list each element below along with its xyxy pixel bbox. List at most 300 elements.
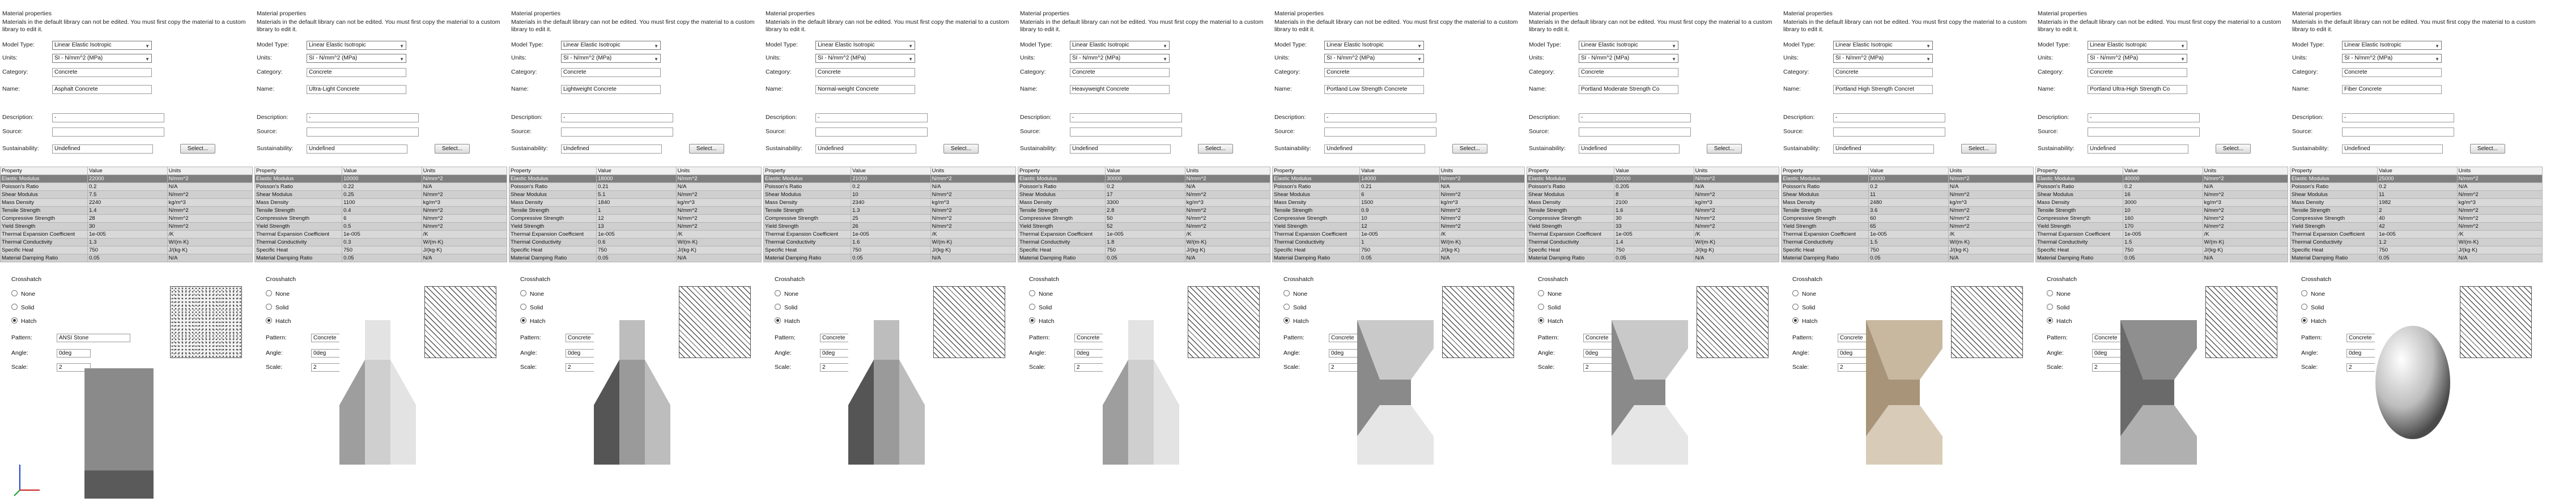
- scale-field[interactable]: 2: [1329, 363, 1363, 372]
- table-row[interactable]: [255, 254, 507, 262]
- model-type-select[interactable]: [307, 41, 406, 50]
- table-row[interactable]: [1782, 175, 2034, 183]
- table-row[interactable]: [1, 239, 253, 246]
- model-type-select-value: Linear Elastic Isotropic: [309, 42, 366, 48]
- table-row[interactable]: [509, 246, 762, 254]
- panel-title: Material properties: [257, 10, 306, 17]
- angle-field[interactable]: 0deg: [820, 349, 854, 358]
- table-row[interactable]: [2290, 207, 2543, 215]
- table-cell: 1.4: [1614, 239, 1694, 246]
- source-field[interactable]: [1833, 127, 1945, 137]
- crosshatch-none-radio[interactable]: [1538, 290, 1562, 297]
- crosshatch-none-radio[interactable]: [520, 290, 544, 297]
- model-type-select[interactable]: [1579, 41, 1678, 50]
- angle-field[interactable]: 0deg: [311, 349, 345, 358]
- crosshatch-solid-radio[interactable]: [266, 304, 288, 311]
- select-sustainability-button[interactable]: Select...: [1198, 144, 1233, 154]
- table-row[interactable]: [1018, 215, 1270, 223]
- select-sustainability-button[interactable]: Select...: [435, 144, 470, 154]
- source-field[interactable]: [2088, 127, 2200, 137]
- table-row[interactable]: [1273, 183, 1525, 191]
- material-preview: [1103, 320, 1179, 465]
- category-field[interactable]: [1070, 68, 1170, 77]
- name-field[interactable]: [561, 85, 661, 94]
- readonly-note: Materials in the default library can not be edited. You must first copy the material to a custom library to edit it.: [1529, 19, 1772, 33]
- units-select[interactable]: [815, 54, 915, 63]
- material-panel: [1781, 0, 2035, 502]
- table-row[interactable]: [1018, 239, 1270, 246]
- table-row[interactable]: [2290, 199, 2543, 207]
- angle-field[interactable]: 0deg: [1329, 349, 1363, 358]
- select-sustainability-button[interactable]: Select...: [1961, 144, 1996, 154]
- description-field[interactable]: [561, 113, 673, 122]
- table-row[interactable]: [509, 199, 762, 207]
- category-field[interactable]: [2342, 68, 2442, 77]
- units-select-label: Units:: [1020, 54, 1035, 61]
- source-field[interactable]: [2342, 127, 2454, 137]
- crosshatch-solid-radio[interactable]: [2301, 304, 2324, 311]
- sustainability-field[interactable]: [815, 144, 916, 154]
- crosshatch-solid-radio[interactable]: [11, 304, 34, 311]
- table-row[interactable]: [764, 215, 1016, 223]
- radio-dot-icon: [2301, 290, 2307, 296]
- units-select[interactable]: [52, 54, 152, 63]
- crosshatch-none-radio[interactable]: [775, 290, 798, 297]
- name-field[interactable]: [2342, 85, 2442, 94]
- table-row[interactable]: [764, 207, 1016, 215]
- angle-field[interactable]: 0deg: [1583, 349, 1617, 358]
- crosshatch-hatch-radio[interactable]: [1538, 317, 1563, 325]
- table-row[interactable]: [1782, 199, 2034, 207]
- pattern-select[interactable]: Concrete: [1074, 334, 1148, 342]
- radio-label: Hatch: [1293, 318, 1309, 325]
- model-type-select[interactable]: [52, 41, 152, 50]
- category-field-label: Category:: [1529, 69, 1555, 75]
- name-field[interactable]: [307, 85, 406, 94]
- table-row[interactable]: [255, 191, 507, 199]
- table-row[interactable]: [764, 175, 1016, 183]
- description-field[interactable]: [52, 113, 164, 122]
- sustainability-field[interactable]: [561, 144, 662, 154]
- source-field[interactable]: [1070, 127, 1182, 137]
- units-select[interactable]: [561, 54, 661, 63]
- category-field[interactable]: [815, 68, 915, 77]
- table-row[interactable]: [1527, 183, 1779, 191]
- table-row[interactable]: [1273, 215, 1525, 223]
- sustainability-field[interactable]: [1070, 144, 1171, 154]
- table-row[interactable]: [1782, 231, 2034, 239]
- category-field[interactable]: [307, 68, 406, 77]
- crosshatch-hatch-radio[interactable]: [1029, 317, 1054, 325]
- crosshatch-solid-radio[interactable]: [1029, 304, 1052, 311]
- table-cell: Material Damping Ratio: [2290, 254, 2378, 262]
- scale-field[interactable]: 2: [1583, 363, 1617, 372]
- sustainability-field[interactable]: [1579, 144, 1680, 154]
- pattern-select[interactable]: Concrete: [566, 334, 639, 342]
- table-row[interactable]: [1, 199, 253, 207]
- table-row[interactable]: [764, 199, 1016, 207]
- units-select-label: Units:: [1783, 54, 1799, 61]
- table-row[interactable]: [1273, 231, 1525, 239]
- table-row[interactable]: [255, 215, 507, 223]
- table-row[interactable]: [509, 215, 762, 223]
- table-row[interactable]: [764, 246, 1016, 254]
- table-row[interactable]: [509, 207, 762, 215]
- table-row[interactable]: [764, 191, 1016, 199]
- table-row[interactable]: [1782, 223, 2034, 231]
- name-field[interactable]: [52, 85, 152, 94]
- table-row[interactable]: [764, 231, 1016, 239]
- table-row[interactable]: [2036, 223, 2288, 231]
- table-row[interactable]: [2290, 223, 2543, 231]
- table-row[interactable]: [1, 254, 253, 262]
- table-row[interactable]: [1273, 246, 1525, 254]
- pattern-select[interactable]: Concrete: [1838, 334, 1911, 342]
- table-row[interactable]: [1782, 239, 2034, 246]
- units-select-label: Units:: [2292, 54, 2307, 61]
- table-row[interactable]: [1527, 215, 1779, 223]
- table-row[interactable]: [1, 223, 253, 231]
- scale-field[interactable]: 2: [820, 363, 854, 372]
- table-row[interactable]: [1527, 175, 1779, 183]
- select-sustainability-button[interactable]: Select...: [1707, 144, 1742, 154]
- table-row[interactable]: [1018, 231, 1270, 239]
- table-row[interactable]: [1, 175, 253, 183]
- table-row[interactable]: [255, 246, 507, 254]
- crosshatch-none-radio[interactable]: [1029, 290, 1053, 297]
- units-select[interactable]: [307, 54, 406, 63]
- sustainability-field[interactable]: [307, 144, 407, 154]
- material-preview: [848, 320, 925, 465]
- table-row[interactable]: [1782, 207, 2034, 215]
- table-row[interactable]: [1527, 223, 1779, 231]
- sustainability-field[interactable]: [2088, 144, 2188, 154]
- crosshatch-hatch-radio[interactable]: [11, 317, 36, 325]
- material-preview: [57, 368, 181, 499]
- table-row[interactable]: [1527, 239, 1779, 246]
- table-row[interactable]: [2290, 254, 2543, 262]
- table-row[interactable]: [1018, 246, 1270, 254]
- table-row[interactable]: [1273, 191, 1525, 199]
- table-row[interactable]: [2036, 175, 2288, 183]
- table-row[interactable]: [2036, 246, 2288, 254]
- crosshatch-title: Crosshatch: [266, 276, 296, 283]
- table-row[interactable]: [1, 246, 253, 254]
- crosshatch-hatch-radio[interactable]: [520, 317, 545, 325]
- table-row[interactable]: [2290, 239, 2543, 246]
- table-row[interactable]: [2036, 183, 2288, 191]
- crosshatch-none-radio[interactable]: [266, 290, 290, 297]
- table-row[interactable]: [1273, 254, 1525, 262]
- sustainability-field-label: Sustainability:: [257, 145, 294, 152]
- model-type-select[interactable]: [815, 41, 915, 50]
- table-row[interactable]: [2290, 175, 2543, 183]
- table-row[interactable]: [2036, 207, 2288, 215]
- description-field-value: -: [1835, 114, 1838, 121]
- source-field[interactable]: [1324, 127, 1436, 137]
- radio-dot-icon: [266, 290, 272, 296]
- source-field[interactable]: [52, 127, 164, 137]
- table-row[interactable]: [1527, 199, 1779, 207]
- description-field[interactable]: [2088, 113, 2200, 122]
- description-field-label: Description:: [511, 114, 543, 121]
- table-row[interactable]: [1, 207, 253, 215]
- table-row[interactable]: [1018, 207, 1270, 215]
- crosshatch-none-radio[interactable]: [1283, 290, 1307, 297]
- crosshatch-hatch-radio[interactable]: [775, 317, 800, 325]
- table-row[interactable]: [2290, 246, 2543, 254]
- table-cell: 160: [2123, 215, 2203, 223]
- table-row[interactable]: [509, 183, 762, 191]
- description-field[interactable]: [1324, 113, 1436, 122]
- crosshatch-hatch-radio[interactable]: [1792, 317, 1817, 325]
- table-row[interactable]: [2290, 231, 2543, 239]
- table-row[interactable]: [255, 239, 507, 246]
- crosshatch-hatch-radio[interactable]: [2047, 317, 2072, 325]
- table-row[interactable]: [2036, 239, 2288, 246]
- table-row[interactable]: [255, 199, 507, 207]
- description-field[interactable]: [1070, 113, 1182, 122]
- angle-field[interactable]: 0deg: [57, 349, 91, 358]
- table-cell: Poisson's Ratio: [1, 183, 88, 191]
- source-field[interactable]: [1579, 127, 1691, 137]
- scale-field[interactable]: 2: [1838, 363, 1872, 372]
- table-cell: N/A: [1185, 254, 1270, 262]
- model-type-select[interactable]: [1324, 41, 1424, 50]
- table-header: Value: [2378, 167, 2458, 175]
- table-row[interactable]: [1018, 183, 1270, 191]
- table-row[interactable]: [764, 254, 1016, 262]
- table-row[interactable]: [509, 223, 762, 231]
- table-row[interactable]: [2036, 231, 2288, 239]
- table-cell: Specific Heat: [2036, 246, 2123, 254]
- table-row[interactable]: [1782, 254, 2034, 262]
- name-field[interactable]: [815, 85, 915, 94]
- table-row[interactable]: [255, 223, 507, 231]
- table-row[interactable]: [1, 215, 253, 223]
- table-cell: 750: [1614, 246, 1694, 254]
- crosshatch-solid-radio[interactable]: [1538, 304, 1561, 311]
- name-field[interactable]: [1833, 85, 1933, 94]
- select-sustainability-button[interactable]: Select...: [1452, 144, 1487, 154]
- scale-field[interactable]: 2: [1074, 363, 1108, 372]
- units-select[interactable]: [2342, 54, 2442, 63]
- table-cell: 2480: [1869, 199, 1949, 207]
- radio-dot-icon: [1792, 304, 1799, 310]
- pattern-select[interactable]: Concrete: [311, 334, 385, 342]
- select-sustainability-button[interactable]: Select...: [2216, 144, 2251, 154]
- source-field[interactable]: [561, 127, 673, 137]
- table-row[interactable]: [1527, 254, 1779, 262]
- crosshatch-title: Crosshatch: [1283, 276, 1314, 283]
- table-row[interactable]: [255, 175, 507, 183]
- table-row[interactable]: [2036, 254, 2288, 262]
- units-select[interactable]: [1579, 54, 1678, 63]
- table-row[interactable]: [2036, 199, 2288, 207]
- table-row[interactable]: [1273, 199, 1525, 207]
- crosshatch-hatch-radio[interactable]: [1283, 317, 1308, 325]
- table-row[interactable]: [255, 207, 507, 215]
- table-row[interactable]: [1018, 254, 1270, 262]
- table-row[interactable]: [509, 231, 762, 239]
- table-cell: 2.8: [1106, 207, 1185, 215]
- angle-field[interactable]: 0deg: [1074, 349, 1108, 358]
- table-row[interactable]: [1527, 231, 1779, 239]
- table-cell: N/A: [930, 254, 1015, 262]
- category-field[interactable]: [561, 68, 661, 77]
- pattern-select[interactable]: Concrete: [1583, 334, 1657, 342]
- units-select[interactable]: [1070, 54, 1170, 63]
- scale-field[interactable]: 2: [566, 363, 600, 372]
- scale-field[interactable]: 2: [57, 363, 91, 372]
- table-row[interactable]: [1273, 175, 1525, 183]
- model-type-select[interactable]: [2088, 41, 2187, 50]
- table-row[interactable]: [1018, 199, 1270, 207]
- properties-table: [1272, 167, 1525, 262]
- hatch-swatch: [679, 286, 751, 358]
- description-field[interactable]: [1579, 113, 1691, 122]
- category-field[interactable]: [2088, 68, 2187, 77]
- table-cell: Compressive Strength: [1782, 215, 1869, 223]
- table-cell: N/mm^2: [2203, 191, 2288, 199]
- crosshatch-none-radio[interactable]: [2301, 290, 2325, 297]
- table-cell: Yield Strength: [255, 223, 342, 231]
- units-select[interactable]: [2088, 54, 2187, 63]
- table-row[interactable]: [1782, 215, 2034, 223]
- crosshatch-none-radio[interactable]: [1792, 290, 1816, 297]
- table-cell: 12: [1360, 223, 1440, 231]
- pattern-select[interactable]: Concrete: [820, 334, 894, 342]
- crosshatch-solid-radio[interactable]: [775, 304, 797, 311]
- radio-label: Hatch: [1039, 318, 1055, 325]
- sustainability-field[interactable]: [1833, 144, 1934, 154]
- table-row[interactable]: [1782, 183, 2034, 191]
- crosshatch-none-radio[interactable]: [11, 290, 35, 297]
- table-row[interactable]: [1018, 191, 1270, 199]
- crosshatch-solid-radio[interactable]: [2047, 304, 2069, 311]
- crosshatch-solid-radio[interactable]: [520, 304, 543, 311]
- table-row[interactable]: [1, 183, 253, 191]
- table-cell: Thermal Expansion Coefficient: [764, 231, 851, 239]
- table-cell: 0.9: [1360, 207, 1440, 215]
- pattern-select[interactable]: Concrete: [2347, 334, 2420, 342]
- source-field[interactable]: [815, 127, 928, 137]
- table-row[interactable]: [1018, 223, 1270, 231]
- table-row[interactable]: [509, 191, 762, 199]
- table-cell: /K: [1694, 231, 1779, 239]
- table-row[interactable]: [2290, 183, 2543, 191]
- table-row[interactable]: [1527, 207, 1779, 215]
- table-row[interactable]: [509, 239, 762, 246]
- pattern-select[interactable]: ANSI Stone: [57, 334, 130, 342]
- description-field[interactable]: [815, 113, 928, 122]
- table-row[interactable]: [1273, 207, 1525, 215]
- name-field[interactable]: [2088, 85, 2187, 94]
- select-sustainability-button[interactable]: Select...: [943, 144, 979, 154]
- model-type-select[interactable]: [2342, 41, 2442, 50]
- model-type-select[interactable]: [561, 41, 661, 50]
- pattern-label: Pattern:: [775, 334, 796, 341]
- name-field-value: Lightweight Concrete: [563, 86, 617, 92]
- table-row[interactable]: [1527, 191, 1779, 199]
- table-row[interactable]: [255, 183, 507, 191]
- table-row[interactable]: [1782, 191, 2034, 199]
- name-field-value: Portland Moderate Strength Co: [1581, 86, 1660, 92]
- table-row[interactable]: [1, 231, 253, 239]
- crosshatch-hatch-radio[interactable]: [2301, 317, 2326, 325]
- description-field[interactable]: [307, 113, 419, 122]
- pattern-select[interactable]: Concrete: [1329, 334, 1402, 342]
- crosshatch-solid-radio[interactable]: [1283, 304, 1306, 311]
- angle-field[interactable]: 0deg: [566, 349, 600, 358]
- scale-field[interactable]: 2: [311, 363, 345, 372]
- table-row[interactable]: [2290, 191, 2543, 199]
- table-row[interactable]: [764, 183, 1016, 191]
- crosshatch-none-radio[interactable]: [2047, 290, 2071, 297]
- model-type-select[interactable]: [1833, 41, 1933, 50]
- name-field[interactable]: [1324, 85, 1424, 94]
- table-row[interactable]: [1273, 223, 1525, 231]
- table-cell: N/A: [1948, 183, 2033, 191]
- angle-field[interactable]: 0deg: [1838, 349, 1872, 358]
- crosshatch-solid-radio[interactable]: [1792, 304, 1815, 311]
- table-row[interactable]: [509, 175, 762, 183]
- select-sustainability-button[interactable]: Select...: [2470, 144, 2505, 154]
- table-row[interactable]: [2036, 191, 2288, 199]
- sustainability-field[interactable]: [52, 144, 153, 154]
- category-field[interactable]: [52, 68, 152, 77]
- name-field[interactable]: [1579, 85, 1678, 94]
- description-field[interactable]: [2342, 113, 2454, 122]
- scale-field[interactable]: 2: [2347, 363, 2381, 372]
- category-field[interactable]: [1833, 68, 1933, 77]
- angle-field[interactable]: 0deg: [2347, 349, 2381, 358]
- sustainability-field[interactable]: [1324, 144, 1425, 154]
- table-row[interactable]: [764, 239, 1016, 246]
- table-row[interactable]: [1782, 246, 2034, 254]
- table-row[interactable]: [255, 231, 507, 239]
- crosshatch-hatch-radio[interactable]: [266, 317, 291, 325]
- source-field[interactable]: [307, 127, 419, 137]
- table-row[interactable]: [764, 223, 1016, 231]
- units-select[interactable]: [1833, 54, 1933, 63]
- table-cell: 1e-005: [851, 231, 931, 239]
- table-cell: 1.5: [2123, 239, 2203, 246]
- table-row[interactable]: [509, 254, 762, 262]
- table-row[interactable]: [1, 191, 253, 199]
- table-row[interactable]: [1273, 239, 1525, 246]
- description-field[interactable]: [1833, 113, 1945, 122]
- table-row[interactable]: [2290, 215, 2543, 223]
- pattern-select[interactable]: Concrete: [2092, 334, 2166, 342]
- table-cell: N/mm^2: [1948, 207, 2033, 215]
- table-row[interactable]: [2036, 215, 2288, 223]
- category-field[interactable]: [1579, 68, 1678, 77]
- model-type-select[interactable]: [1070, 41, 1170, 50]
- crosshatch-title: Crosshatch: [520, 276, 551, 283]
- table-row[interactable]: [1018, 175, 1270, 183]
- select-sustainability-button[interactable]: Select...: [689, 144, 724, 154]
- table-header: Value: [1869, 167, 1949, 175]
- sustainability-field[interactable]: [2342, 144, 2443, 154]
- name-field[interactable]: [1070, 85, 1170, 94]
- scale-field[interactable]: 2: [2092, 363, 2126, 372]
- angle-field[interactable]: 0deg: [2092, 349, 2126, 358]
- select-sustainability-button[interactable]: Select...: [180, 144, 215, 154]
- units-select[interactable]: [1324, 54, 1424, 63]
- table-row[interactable]: [1527, 246, 1779, 254]
- category-field[interactable]: [1324, 68, 1424, 77]
